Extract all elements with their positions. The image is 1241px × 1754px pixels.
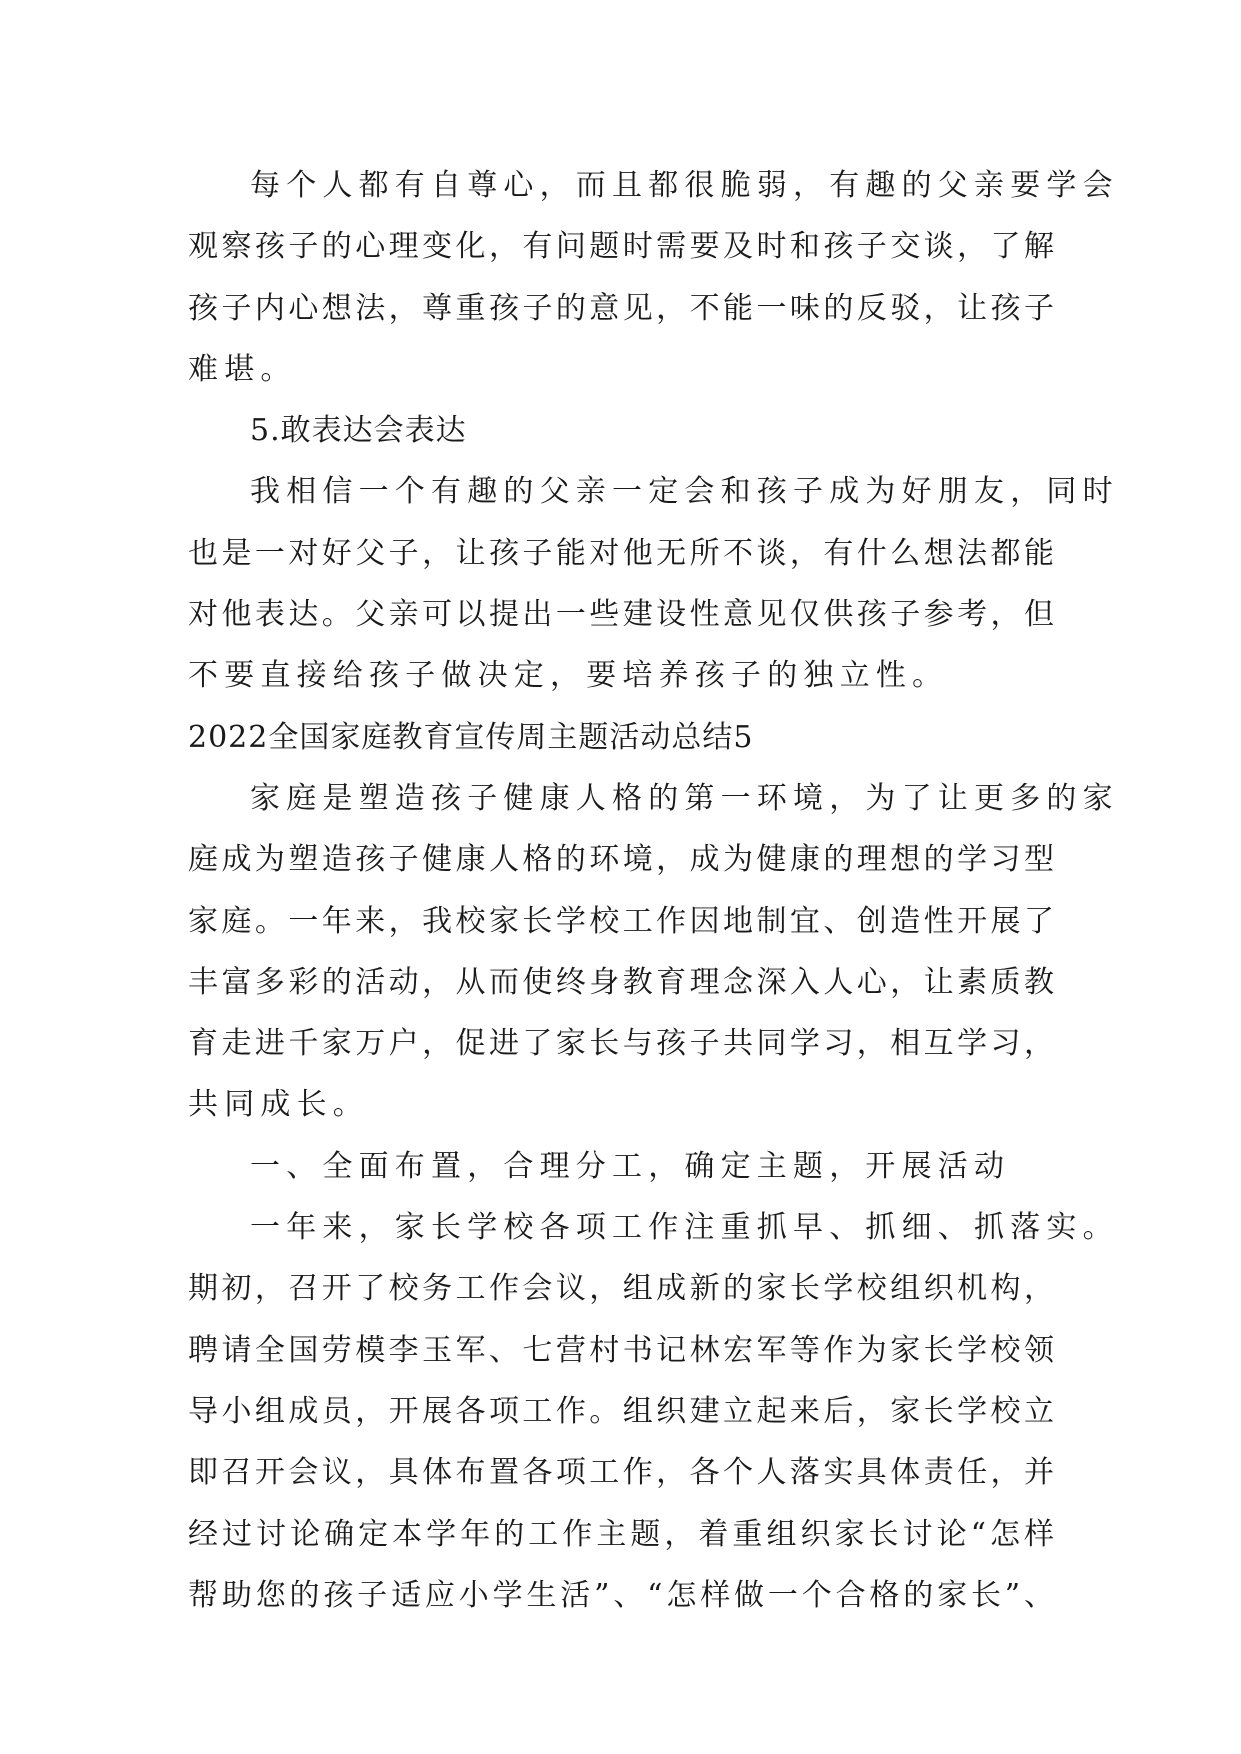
paragraph-line: 不要直接给孩子做决定，要培养孩子的独立性。 — [188, 658, 949, 694]
paragraph-line: 家庭。一年来，我校家长学校工作因地制宜、创造性开展了 — [188, 903, 1054, 939]
paragraph-line: 丰富多彩的活动，从而使终身教育理念深入人心，让素质教 — [188, 964, 1054, 1000]
paragraph-line: 期初，召开了校务工作会议，组成新的家长学校组织机构， — [188, 1271, 1054, 1307]
paragraph-line: 共同成长。 — [188, 1087, 369, 1123]
paragraph-line: 育走进千家万户，促进了家长与孩子共同学习，相互学习， — [188, 1026, 1054, 1062]
paragraph-line: 帮助您的孩子适应小学生活”、“怎样做一个合格的家长”、 — [188, 1577, 1054, 1613]
paragraph-line: 即召开会议，具体布置各项工作，各个人落实具体责任，并 — [188, 1455, 1054, 1491]
document-body — [188, 155, 1119, 1626]
paragraph-line: 也是一对好父子，让孩子能对他无所不谈，有什么想法都能 — [188, 535, 1054, 571]
section-heading-express: 5.敢表达会表达 — [250, 413, 467, 449]
paragraph-line: 每个人都有自尊心，而且都很脆弱，有趣的父亲要学会 — [250, 168, 1119, 203]
paragraph-line: 聘请全国劳模李玉军、七营村书记林宏军等作为家长学校领 — [188, 1332, 1054, 1368]
section-heading-overall-arrangement: 一、全面布置，合理分工，确定主题，开展活动 — [250, 1148, 1011, 1184]
paragraph-self-esteem — [188, 155, 1119, 400]
paragraph-line: 家庭是塑造孩子健康人格的第一环境，为了让更多的家 — [250, 780, 1119, 816]
paragraph-line: 庭成为塑造孩子健康人格的环境，成为健康的理想的学习型 — [188, 842, 1054, 878]
paragraph-line: 观察孩子的心理变化，有问题时需要及时和孩子交谈，了解 — [188, 229, 1054, 265]
paragraph-line: 对他表达。父亲可以提出一些建设性意见仅供孩子参考，但 — [188, 597, 1054, 633]
paragraph-line: 我相信一个有趣的父亲一定会和孩子成为好朋友，同时 — [250, 474, 1119, 510]
paragraph-year-review — [188, 1197, 1119, 1626]
paragraph-line: 孩子内心想法，尊重孩子的意见，不能一味的反驳，让孩子 — [188, 290, 1054, 326]
paragraph-good-friends — [188, 461, 1119, 706]
document-section-title: 2022全国家庭教育宣传周主题活动总结5 — [188, 719, 754, 755]
paragraph-line: 难堪。 — [188, 351, 297, 387]
paragraph-family-environment — [188, 768, 1119, 1136]
paragraph-line: 一年来，家长学校各项工作注重抓早、抓细、抓落实。 — [250, 1210, 1119, 1246]
paragraph-line: 导小组成员，开展各项工作。组织建立起来后，家长学校立 — [188, 1393, 1054, 1429]
paragraph-line: 经过讨论确定本学年的工作主题，着重组织家长讨论“怎样 — [188, 1516, 1054, 1552]
